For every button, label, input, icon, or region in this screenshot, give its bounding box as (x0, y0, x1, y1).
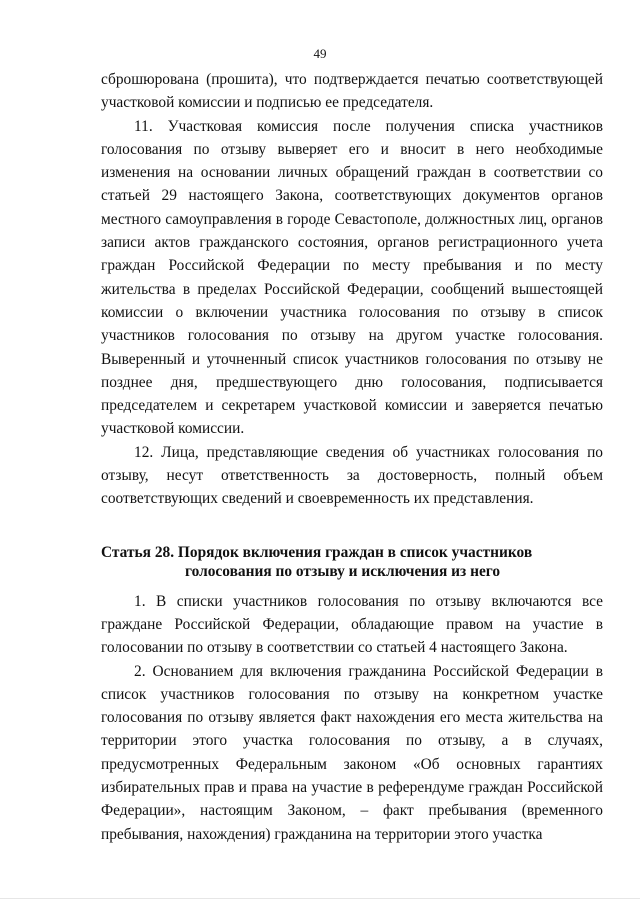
article-paragraph-1: 1. В списки участников голосования по отзыву включаются все граждане Российской Федерации, обладающие правом на участие в голосовании по отзыву в соответствии со статьей 4 настоящего Закона. (101, 592, 603, 657)
paragraph-11: 11. Участковая комиссия после получения списка участников голосования по отзыву выверяет его и вносит в него необходимые изменения на основании личных обращений граждан в соответствии со статьей 29 настоящего Закона, соответствующих документов органов местного самоуправления в городе Севастополе, должностных лиц, органов записи актов гражданского состояния, органов регистрационного учета граждан Российской Федерации по месту пребывания и по месту жительства в пределах Российской Федерации, сообщений вышестоящей комиссии о включении участника голосования по отзыву в список участников голосования по отзыву на другом участке голосования. Выверенный и уточненный список участников голосования по отзыву не позднее дня, предшествующего дню голосования, подписывается председателем и секретарем участковой комиссии и заверяется печатью участковой комиссии. (101, 117, 603, 438)
paragraph-12: 12. Лица, представляющие сведения об участниках голосования по отзыву, несут ответственность за достоверность, полный объем соответствующих сведений и своевременность их представления. (101, 443, 603, 508)
page-number: 49 (313, 46, 327, 61)
document-body (101, 68, 603, 846)
scan-edge-line (0, 898, 640, 899)
paragraph-continued: сброшюрована (прошита), что подтверждается печатью соответствующей участковой комиссии и подписью ее председателя. (101, 71, 603, 112)
article-heading (101, 543, 603, 582)
article-paragraph-2: 2. Основанием для включения гражданина Российской Федерации в список участников голосования по отзыву на конкретном участке голосования по отзыву является факт нахождения его места жительства на территории этого участка голосования по отзыву, а в случаях, предусмотренных Федеральным законом «Об основных гарантиях избирательных прав и права на участие в референдуме граждан Российской Федерации», настоящим Законом, – факт пребывания (временного пребывания, нахождения) гражданина на территории этого участка (101, 662, 603, 843)
article-heading-line1: Статья 28. Порядок включения граждан в список участников (101, 543, 533, 561)
article-heading-line2: голосования по отзыву и исключения из него (185, 563, 501, 581)
